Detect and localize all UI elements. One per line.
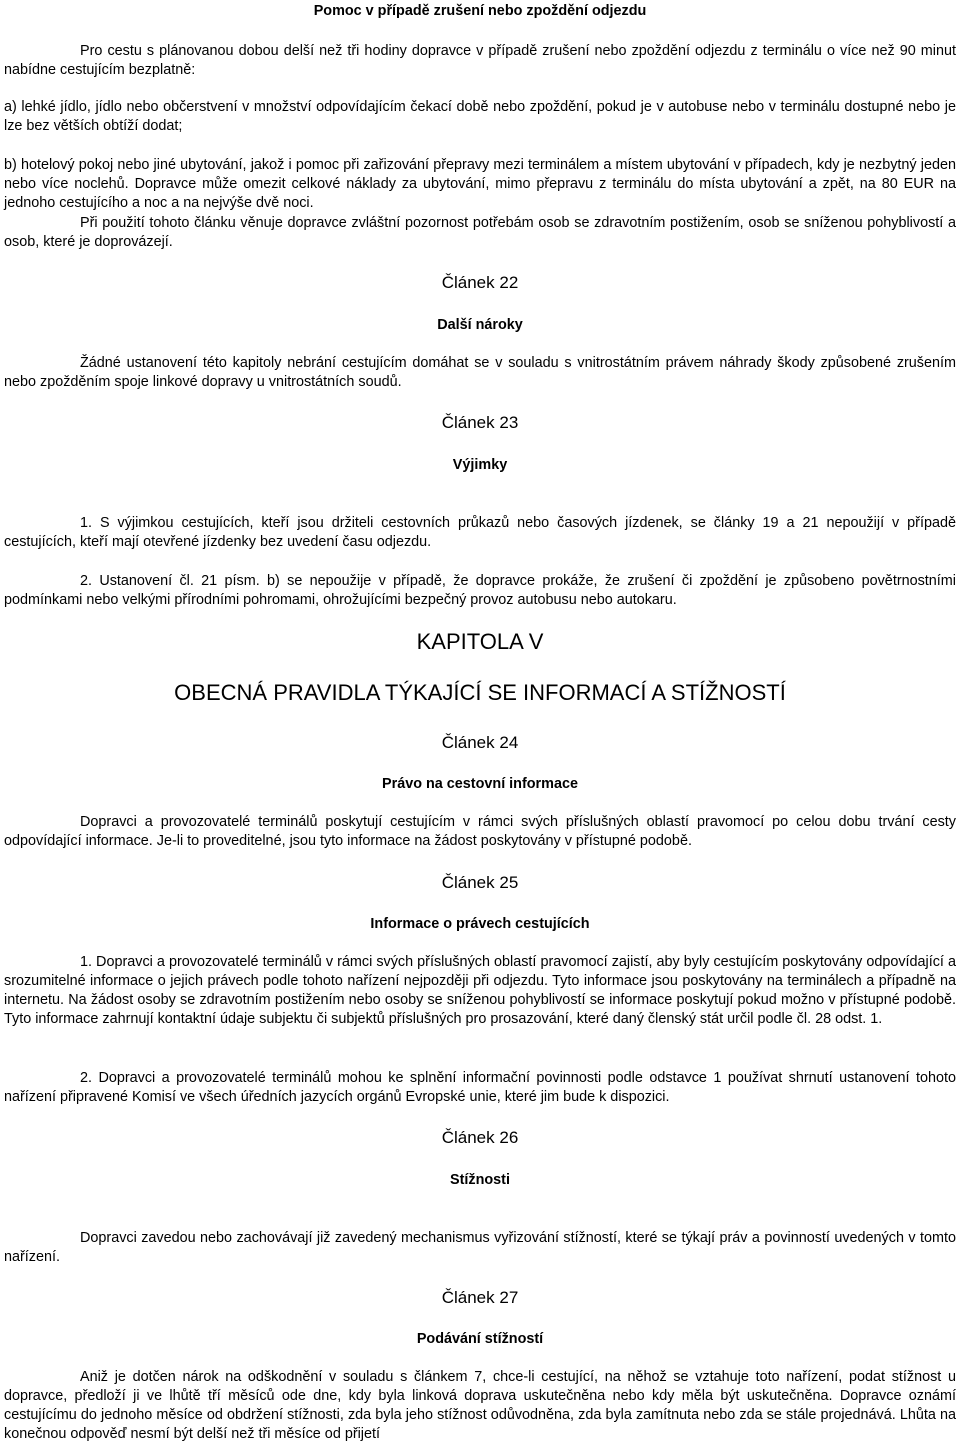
intro-paragraph: Pro cestu s plánovanou dobou delší než tři hodiny dopravce v případě zrušení nebo zpoždění odjezdu z terminálu o více než 90 minut nabídne cestujícím bezplatně: [4,43,956,78]
article-22-title: Článek 22 [441,273,519,292]
article-26-subtitle: Stížnosti [450,1172,510,1188]
article-26-title: Článek 26 [441,1128,519,1147]
article-24-title: Článek 24 [441,733,519,752]
chapter-subtitle: OBECNÁ PRAVIDLA TÝKAJÍCÍ SE INFORMACÍ A STÍŽNOSTÍ [174,680,786,705]
article-25-subtitle: Informace o právech cestujících [370,916,590,932]
article-24-text: Dopravci a provozovatelé terminálů poskytují cestujícím v rámci svých příslušných oblastí pravomocí po celou dobu trvání cesty odpovídající informace. Je-li to proveditelné, jsou tyto informace na žádost poskytovány v přístupné podobě. [4,814,956,849]
item-a-paragraph: a) lehké jídlo, jídlo nebo občerstvení v množství odpovídajícím čekací době nebo zpoždění, pokud je v autobuse nebo v terminálu dostupné nebo je lze bez větších obtíží dodat; [4,99,956,134]
article-23-paragraph-1: 1. S výjimkou cestujících, kteří jsou držiteli cestovních průkazů nebo časových jízdenek, se články 19 a 21 nepoužijí v případě cestujících, kteří mají otevřené jízdenky bez uvedení času odjezdu. [4,515,956,550]
article-23-subtitle: Výjimky [452,457,508,473]
article-23-title: Článek 23 [441,413,519,432]
item-b-paragraph: b) hotelový pokoj nebo jiné ubytování, jakož i pomoc při zařizování přepravy mezi terminálem a místem ubytování v případech, kdy je nezbytný jeden nebo více noclehů. Dopravce může omezit celkové náklady za ubytování, mimo přepravu z terminálu do místa ubytování a zpět, na 80 EUR na jednoho cestujícího a noc a na nejvýše dvě noci. [4,157,956,211]
article-25-paragraph-2: 2. Dopravci a provozovatelé terminálů mohou ke splnění informační povinnosti podle odstavce 1 používat shrnutí ustanovení tohoto nařízení připravené Komisí ve všech úředních jazycích orgánů Evropské unie, které jim bude k dispozici. [4,1070,956,1105]
article-27-text: Aniž je dotčen nárok na odškodnění v souladu s článkem 7, chce-li cestující, na něhož se vztahuje toto nařízení, podat stížnost u dopravce, předloží ji ve lhůtě tří měsíců ode dne, kdy byla linková doprava uskutečněna nebo kdy měla být uskutečněna. Dopravce oznámí cestujícímu do jednoho měsíce od obdržení stížnosti, zda byla jeho stížnost odůvodněna, zda byla zamítnuta nebo zda se stále projednává. Lhůta na konečnou odpověď nesmí být delší než tři měsíce od přijetí [4,1369,956,1442]
section-heading: Pomoc v případě zrušení nebo zpoždění odjezdu [313,3,647,19]
article-22-text: Žádné ustanovení této kapitoly nebrání cestujícím domáhat se v souladu s vnitrostátním právem náhrady škody způsobené zrušením nebo zpožděním spoje linkové dopravy u vnitrostátních soudů. [4,355,956,390]
special-attention-paragraph: Při použití tohoto článku věnuje dopravce zvláštní pozornost potřebám osob se zdravotním postižením, osob se sníženou pohyblivostí a osob, které je doprovázejí. [4,215,956,250]
article-24-subtitle: Právo na cestovní informace [382,776,578,792]
article-23-paragraph-2: 2. Ustanovení čl. 21 písm. b) se nepoužije v případě, že dopravce prokáže, že zrušení či zpoždění je způsobeno povětrnostními podmínkami nebo velkými přírodními pohromami, ohrožujícími bezpečný provoz autobusu nebo autokaru. [4,573,956,608]
article-27-title: Článek 27 [441,1288,519,1307]
article-26-text: Dopravci zavedou nebo zachovávají již zavedený mechanismus vyřizování stížností, které se týkají práv a povinností uvedených v tomto nařízení. [4,1230,956,1265]
article-25-paragraph-1: 1. Dopravci a provozovatelé terminálů v rámci svých příslušných oblastí pravomocí zajistí, aby byly cestujícím poskytovány odpovídající a srozumitelné informace o jejich právech podle tohoto nařízení nejpozději při odjezdu. Tyto informace jsou poskytovány na terminálech a případně na internetu. Na žádost osoby se zdravotním postižením nebo osoby se sníženou pohyblivostí se informace poskytují pokud možno v přístupné podobě. Tyto informace zahrnují kontaktní údaje subjektu či subjektů příslušných pro prosazování, které daný členský stát určil podle čl. 28 odst. 1. [4,954,956,1027]
article-22-subtitle: Další nároky [437,317,523,333]
article-25-title: Článek 25 [441,873,519,892]
article-27-subtitle: Podávání stížností [416,1331,544,1347]
chapter-title: KAPITOLA V [416,629,544,654]
